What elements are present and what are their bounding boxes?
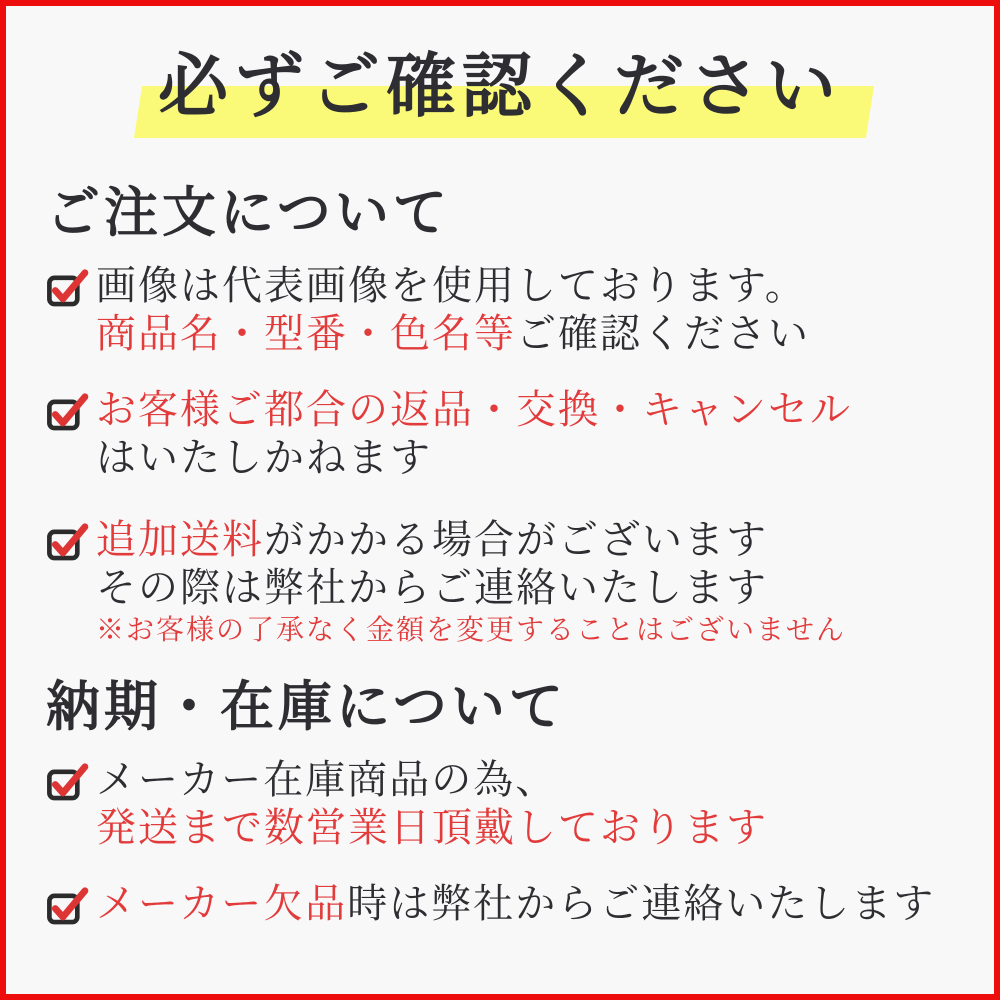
checkbox-icon <box>46 516 96 562</box>
item-text-line: 商品名・型番・色名等ご確認ください <box>96 311 810 357</box>
section-stock-heading: 納期・在庫について <box>46 674 567 738</box>
section-order-heading: ご注文について <box>46 180 451 244</box>
item-text-line: その際は弊社からご連絡いたします <box>96 565 768 611</box>
checkbox-icon <box>46 880 96 926</box>
item-note: ※お客様の了承なく金額を変更することはございません <box>96 613 847 646</box>
checkbox-icon <box>46 262 96 308</box>
item-text-line: はいたしかねます <box>96 435 432 481</box>
item-text-line: 発送まで数営業日頂戴しております <box>96 805 768 851</box>
checklist-item-maker-stock <box>46 756 966 852</box>
item-text-line: メーカー欠品時は弊社からご連絡いたします <box>96 881 936 927</box>
checklist-item-extra-shipping <box>46 516 966 648</box>
checklist-item-returns <box>46 386 966 482</box>
page-title <box>0 38 1000 134</box>
notice-content <box>0 180 1000 928</box>
checklist-item-representative-image <box>46 262 966 358</box>
checklist-item-maker-shortage <box>46 880 966 928</box>
item-text-line: 画像は代表画像を使用しております。 <box>96 263 807 309</box>
checkbox-icon <box>46 386 96 432</box>
item-text-line: 追加送料がかかる場合がございます <box>96 517 768 563</box>
checkbox-icon <box>46 756 96 802</box>
item-text-line: メーカー在庫商品の為、 <box>96 757 558 803</box>
item-text-line: お客様ご都合の返品・交換・キャンセル <box>96 387 852 433</box>
page-title-text: 必ずご確認ください <box>158 44 842 127</box>
